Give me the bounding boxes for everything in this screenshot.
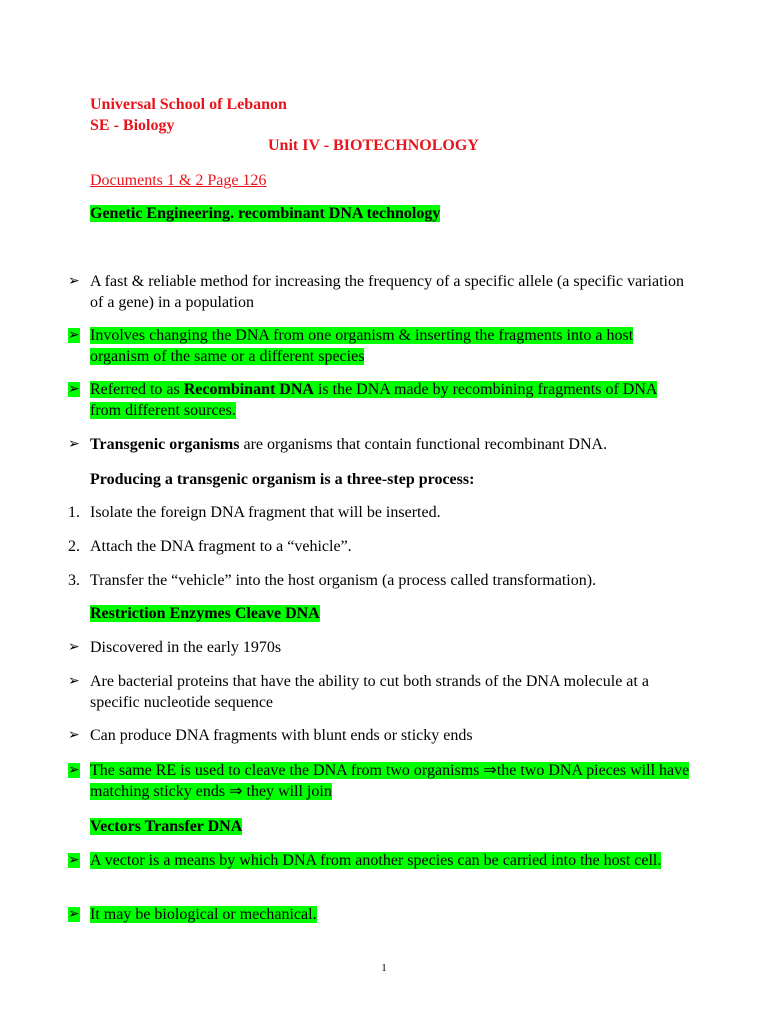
step-text: Attach the DNA fragment to a “vehicle”. (90, 538, 352, 555)
arrow-bullet-icon: ➢ (68, 437, 80, 452)
arrow-bullet-icon: ➢ (68, 853, 80, 868)
step-text: Isolate the foreign DNA fragment that will be inserted. (90, 504, 441, 521)
arrow-bullet-icon: ➢ (68, 907, 80, 922)
step-text: Transfer the “vehicle” into the host organism (a process called transformation). (90, 572, 597, 589)
arrow-bullet-icon: ➢ (68, 674, 80, 689)
arrow-bullet-icon: ➢ (68, 382, 80, 397)
arrow-bullet-icon: ➢ (68, 728, 80, 743)
list-item: Discovered in the early 1970s (90, 639, 282, 656)
step-number: 3. (68, 572, 80, 589)
list-item: Involves changing the DNA from one organism & inserting the fragments into a host organism of the same or a different species (90, 327, 634, 365)
list-item: A fast & reliable method for increasing the frequency of a specific allele (a specific variation of a gene) in a population (90, 273, 684, 311)
list-item: Are bacterial proteins that have the ability to cut both strands of the DNA molecule at a specific nucleotide sequence (90, 673, 649, 711)
arrow-bullet-icon: ➢ (68, 328, 80, 343)
list-item: Transgenic organisms are organisms that contain functional recombinant DNA. (90, 436, 608, 453)
list-item: Referred to as Recombinant DNA is the DNA made by recombining fragments of DNA from different sources. (90, 381, 658, 419)
list-item: It may be biological or mechanical. (90, 906, 317, 923)
step-number: 2. (68, 538, 80, 555)
steps-title: Producing a transgenic organism is a three-step process: (90, 471, 475, 488)
step-number: 1. (68, 504, 80, 521)
arrow-bullet-icon: ➢ (68, 274, 80, 289)
arrow-bullet-icon: ➢ (68, 763, 80, 778)
section-title-restriction-enzymes: Restriction Enzymes Cleave DNA (90, 605, 320, 622)
list-item: The same RE is used to cleave the DNA from two organisms ⇒the two DNA pieces will have matching sticky ends ⇒ they will join (90, 762, 690, 800)
list-item: A vector is a means by which DNA from another species can be carried into the host cell. (90, 852, 662, 869)
section-title-vectors: Vectors Transfer DNA (90, 818, 243, 835)
list-item: Can produce DNA fragments with blunt ends or sticky ends (90, 727, 473, 744)
documents-reference: Documents 1 & 2 Page 126 (90, 172, 267, 189)
school-name: Universal School of Lebanon (90, 96, 287, 113)
arrow-bullet-icon: ➢ (68, 640, 80, 655)
unit-title: Unit IV - BIOTECHNOLOGY (268, 137, 479, 154)
page-number: 1 (381, 962, 387, 974)
course-name: SE - Biology (90, 117, 175, 134)
section-title-genetic-engineering: Genetic Engineering. recombinant DNA technology (90, 205, 441, 222)
